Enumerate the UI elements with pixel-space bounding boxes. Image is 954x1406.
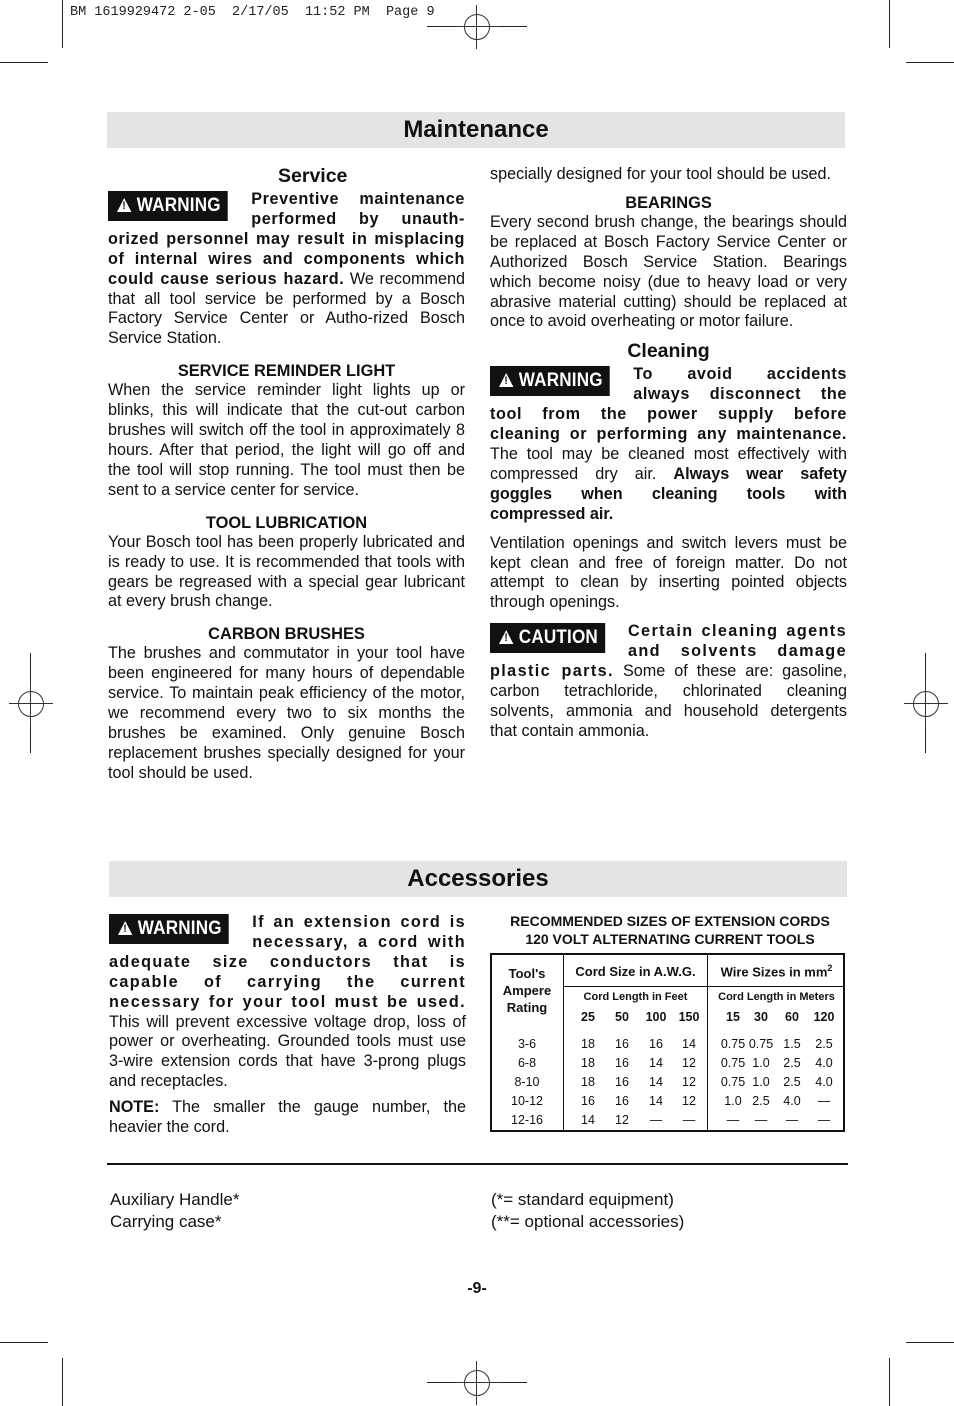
meter-length-label: 60 bbox=[785, 1010, 799, 1024]
lubrication-text: Your Bosch tool has been properly lubricated and is ready to use. It is recommended that tools with gears be regreased with a special gear lubricant at every brush change. bbox=[108, 532, 465, 611]
legend-optional: (**= optional accessories) bbox=[491, 1212, 685, 1231]
print-slug: BM 1619929472 2-05 2/17/05 11:52 PM Page 9 bbox=[70, 5, 435, 20]
accessory-legend bbox=[491, 1189, 684, 1233]
maintenance-left-column bbox=[108, 165, 465, 782]
warning-triangle-icon: ! bbox=[117, 198, 131, 212]
service-heading: Service bbox=[278, 165, 348, 187]
mm-cell: 2.5 bbox=[783, 1056, 801, 1070]
accessories-warning-paragraph bbox=[109, 913, 466, 1092]
awg-cell: 16 bbox=[615, 1037, 629, 1051]
feet-length-label: 25 bbox=[581, 1010, 595, 1024]
mm-cell: 4.0 bbox=[783, 1094, 801, 1108]
awg-cell: 14 bbox=[649, 1056, 663, 1070]
rating-header: Tool's Ampere Rating bbox=[502, 966, 552, 1015]
cleaning-warning-paragraph bbox=[490, 365, 847, 524]
rating-cell: 3-6 bbox=[517, 1037, 537, 1051]
mm-cell: — bbox=[754, 1113, 768, 1127]
mm-cell: 1.0 bbox=[752, 1075, 770, 1089]
awg-cell: 14 bbox=[649, 1094, 663, 1108]
registration-mark-icon bbox=[904, 682, 948, 726]
mm-cell: 0.75 bbox=[720, 1037, 746, 1051]
accessory-list bbox=[110, 1189, 239, 1233]
service-warning-bold: Preventive maintenance performed by unauth-orized personnel may result in misplacing of internal wires and components which could cause serious hazard. bbox=[108, 190, 465, 288]
accessories-left-column bbox=[109, 913, 466, 1138]
caution-bold: Certain cleaning agents and solvents damage plastic parts. bbox=[490, 622, 847, 681]
maintenance-right-column bbox=[490, 165, 847, 742]
mm-cell: 4.0 bbox=[815, 1056, 833, 1070]
note-paragraph bbox=[109, 1098, 466, 1138]
cleaning-warning-bold-tail: Always wear safety goggles when cleaning tools with compressed air. bbox=[490, 464, 847, 523]
feet-length-label: 150 bbox=[678, 1010, 700, 1024]
mm-cell: 2.5 bbox=[815, 1037, 833, 1051]
mm-cell: 4.0 bbox=[815, 1075, 833, 1089]
awg-cell: 18 bbox=[581, 1037, 595, 1051]
extension-cord-table bbox=[490, 953, 845, 1132]
mm-cell: 1.5 bbox=[783, 1037, 801, 1051]
bearings-text: Every second brush change, the bearings should be replaced at Bosch Factory Service Center or Authorized Bosch Service Station. Bearings which become noisy (due to heavy load or very abrasive material cutting) should be replaced at once to avoid overheating or motor failure. bbox=[490, 212, 847, 331]
warning-badge: ! WARNING bbox=[108, 191, 228, 221]
feet-length-label: 100 bbox=[645, 1010, 667, 1024]
accessories-warning-bold: If an extension cord is necessary, a cord with adequate size conductors that is capable of carrying the current necessary for your tool must be used. bbox=[109, 913, 466, 1011]
brushes-text: The brushes and commutator in your tool have been engineered for many hours of dependable service. To maintain peak efficiency of the motor, we recommend every two to six months the brushes be examined. Only genuine Bosch replacement brushes specially designed for your tool should be used. bbox=[108, 644, 465, 782]
registration-mark-icon bbox=[455, 1361, 499, 1405]
mm-header: Wire Sizes in $mm^2$ bbox=[720, 963, 833, 980]
caution-paragraph bbox=[490, 622, 847, 741]
awg-cell: 18 bbox=[581, 1075, 595, 1089]
awg-cell: 14 bbox=[682, 1037, 696, 1051]
accessories-warning-text: This will prevent excessive voltage drop, loss of power or overheating. Grounded tools must use 3-wire extension cords that have 3-prong plugs and receptacles. bbox=[109, 1012, 466, 1091]
awg-cell: 14 bbox=[581, 1113, 595, 1127]
warning-triangle-icon: ! bbox=[118, 921, 132, 935]
cleaning-warning-text: The tool may be cleaned most effectively with compressed dry air. bbox=[490, 444, 847, 483]
reminder-text: When the service reminder light lights up or blinks, this will indicate that the cut-out carbon brushes will switch off the tool in approximately 8 hours. After that period, the light will go off and the tool will stop running. The tool must then be sent to a service center for service. bbox=[108, 381, 465, 499]
brushes-heading: CARBON BRUSHES bbox=[208, 625, 365, 644]
mm-cell: 1.0 bbox=[724, 1094, 742, 1108]
mm-cell: — bbox=[817, 1094, 831, 1108]
awg-cell: 12 bbox=[682, 1075, 696, 1089]
crop-mark bbox=[62, 0, 63, 48]
cleaning-warning-bold: To avoid accidents always disconnect the tool from the power supply before cleaning or performing any maintenance. bbox=[490, 365, 847, 444]
note-label: NOTE: bbox=[109, 1098, 160, 1117]
mm-cell: 2.5 bbox=[783, 1075, 801, 1089]
list-item: Auxiliary Handle* bbox=[110, 1190, 240, 1209]
meters-header: Cord Length in Meters bbox=[718, 991, 835, 1003]
crop-mark bbox=[889, 1358, 890, 1406]
lubrication-heading: TOOL LUBRICATION bbox=[205, 513, 368, 532]
meter-length-label: 15 bbox=[726, 1010, 740, 1024]
ventilation-text: Ventilation openings and switch levers must be kept clean and free of foreign matter. Do not attempt to clean by inserting pointed objects through openings. bbox=[490, 533, 847, 612]
awg-cell: 16 bbox=[615, 1094, 629, 1108]
awg-cell: 16 bbox=[615, 1056, 629, 1070]
crop-mark bbox=[906, 1342, 954, 1343]
mm-cell: 1.0 bbox=[752, 1056, 770, 1070]
crop-mark bbox=[889, 0, 890, 48]
service-warning-text: We recommend that all tool service be performed by a Bosch Factory Service Center or Autho-rized Bosch Service Station. bbox=[108, 269, 465, 348]
mm-cell: 2.5 bbox=[752, 1094, 770, 1108]
mm-cell: 0.75 bbox=[748, 1037, 774, 1051]
feet-length-label: 50 bbox=[615, 1010, 629, 1024]
reminder-heading: SERVICE REMINDER LIGHT bbox=[177, 362, 396, 381]
crop-mark bbox=[0, 1342, 48, 1343]
awg-cell: 16 bbox=[615, 1075, 629, 1089]
warning-badge: ! WARNING bbox=[490, 366, 610, 396]
extension-cord-table-title: RECOMMENDED SIZES OF EXTENSION CORDS 120 VOLT ALTERNATING CURRENT TOOLS bbox=[510, 913, 830, 947]
awg-cell: 16 bbox=[581, 1094, 595, 1108]
feet-header: Cord Length in Feet bbox=[583, 991, 688, 1003]
meter-length-label: 30 bbox=[754, 1010, 768, 1024]
awg-cell: 12 bbox=[682, 1094, 696, 1108]
awg-cell: — bbox=[649, 1113, 663, 1127]
warning-badge: ! WARNING bbox=[109, 914, 229, 944]
crop-mark bbox=[0, 62, 48, 63]
rating-cell: 6-8 bbox=[517, 1056, 537, 1070]
awg-cell: 18 bbox=[581, 1056, 595, 1070]
caution-badge: ! CAUTION bbox=[490, 623, 605, 653]
awg-cell: 12 bbox=[682, 1056, 696, 1070]
rating-cell: 8-10 bbox=[514, 1075, 540, 1089]
bearings-heading: BEARINGS bbox=[625, 193, 712, 212]
awg-cell: — bbox=[682, 1113, 696, 1127]
page-number: -9- bbox=[467, 1280, 487, 1297]
awg-cell: 16 bbox=[649, 1037, 663, 1051]
registration-mark-icon bbox=[455, 5, 499, 49]
mm-cell: — bbox=[785, 1113, 799, 1127]
awg-cell: 14 bbox=[649, 1075, 663, 1089]
cleaning-heading: Cleaning bbox=[627, 340, 710, 363]
maintenance-title: Maintenance bbox=[107, 112, 845, 148]
mm-cell: — bbox=[726, 1113, 740, 1127]
rating-cell: 10-12 bbox=[511, 1094, 543, 1108]
service-warning-paragraph bbox=[108, 190, 465, 349]
awg-cell: 12 bbox=[615, 1113, 629, 1127]
crop-mark bbox=[906, 62, 954, 63]
note-text: The smaller the gauge number, the heavier the cord. bbox=[109, 1098, 466, 1137]
rating-cell: 12-16 bbox=[511, 1113, 543, 1127]
mm-cell: 0.75 bbox=[720, 1075, 746, 1089]
awg-header: Cord Size in A.W.G. bbox=[575, 964, 696, 979]
registration-mark-icon bbox=[9, 682, 53, 726]
caution-text: Some of these are: gasoline, carbon tetrachloride, chlorinated cleaning solvents, ammonia and household detergents that contain ammonia. bbox=[490, 662, 847, 740]
warning-triangle-icon: ! bbox=[499, 373, 513, 387]
divider-rule bbox=[107, 1163, 848, 1165]
crop-mark bbox=[62, 1358, 63, 1406]
list-item: Carrying case* bbox=[110, 1212, 222, 1231]
mm-cell: 0.75 bbox=[720, 1056, 746, 1070]
legend-standard: (*= standard equipment) bbox=[491, 1190, 674, 1209]
mm-cell: — bbox=[817, 1113, 831, 1127]
accessories-title: Accessories bbox=[109, 861, 847, 897]
warning-triangle-icon: ! bbox=[499, 630, 513, 644]
meter-length-label: 120 bbox=[813, 1010, 835, 1024]
brushes-continued-text: specially designed for your tool should be used. bbox=[490, 165, 832, 183]
